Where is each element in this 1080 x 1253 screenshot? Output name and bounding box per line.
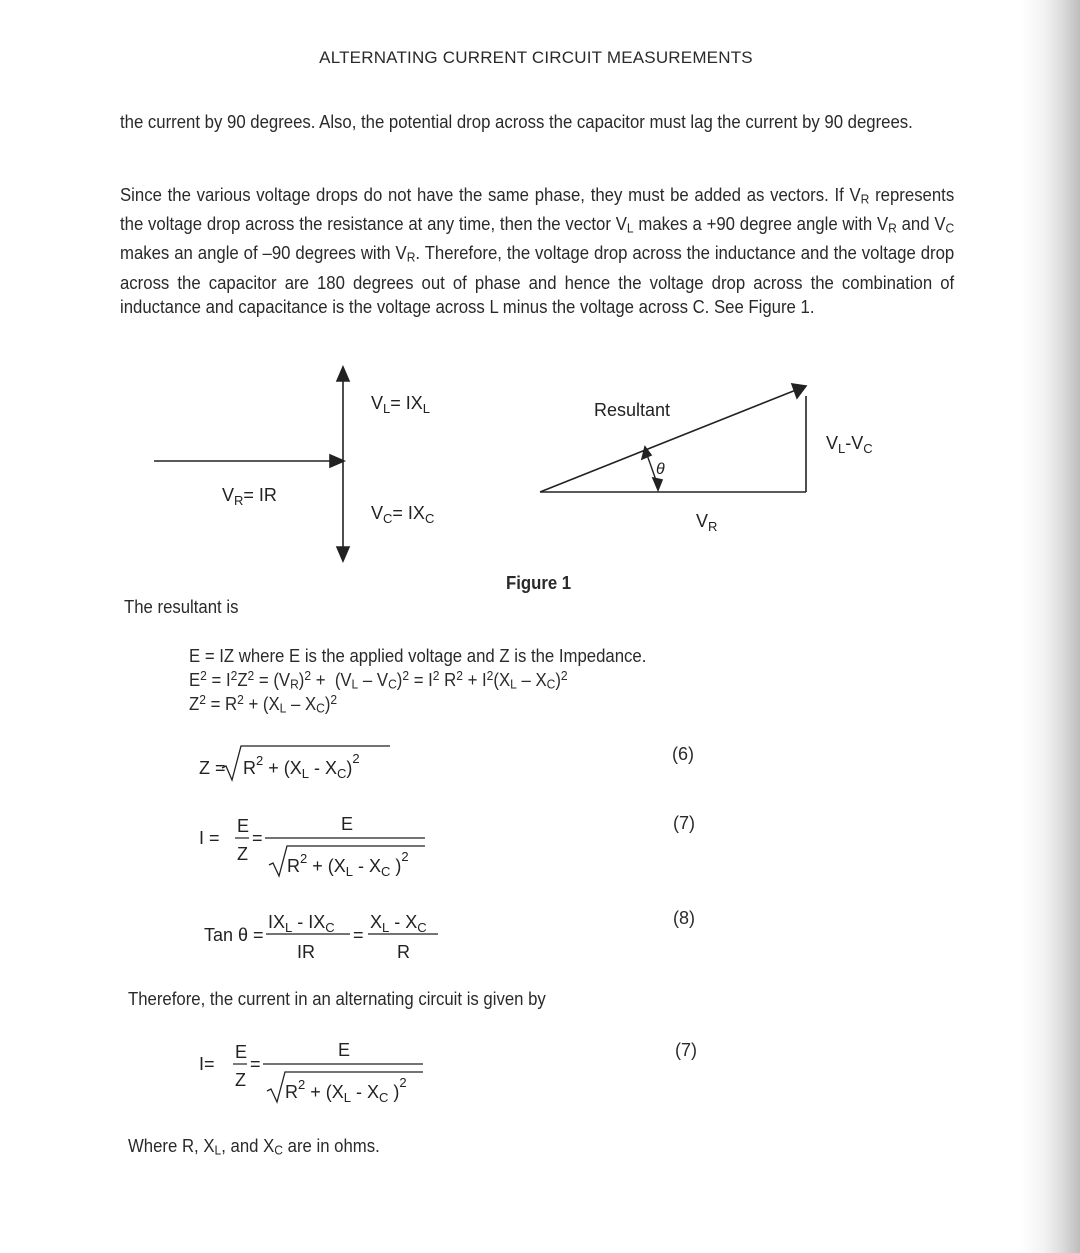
resultant-label: Resultant xyxy=(594,400,671,420)
page-header: ALTERNATING CURRENT CIRCUIT MEASUREMENTS xyxy=(319,48,753,67)
vl-minus-vc-label: $V_L-V_C$ xyxy=(826,433,873,456)
vc-label: $V_C= IX_C$ xyxy=(371,503,435,526)
svg-text:=: = xyxy=(252,828,263,848)
figure-caption: Figure 1 xyxy=(506,573,572,593)
closing-sentence: Where R, $X_L$, and $X_C$ are in ohms. xyxy=(128,1136,380,1158)
equation-8 xyxy=(200,902,450,967)
svg-text:Z =: Z = xyxy=(199,758,226,778)
equation-7 xyxy=(195,810,445,885)
svg-text:Z: Z xyxy=(237,844,248,864)
equation-7b-number: (7) xyxy=(675,1040,697,1060)
equation-6-number: (6) xyxy=(672,744,694,764)
vl-arrowhead xyxy=(337,367,349,381)
resultant-arrowhead xyxy=(792,384,806,398)
vc-arrowhead xyxy=(337,547,349,561)
svg-text:IXL - IXC: $IX_L - IX_C$ xyxy=(268,912,335,935)
svg-text:=: = xyxy=(250,1054,261,1074)
equation-7-repeat xyxy=(195,1036,445,1111)
svg-text:=: = xyxy=(353,925,364,945)
svg-text:R2 + (XL - XC )2: $R^2 + (X_L - X_C$ )$^2$ xyxy=(285,1075,407,1105)
equation-line-3: $Z^2 = R^2 + (X_L - X_C)^2$ xyxy=(189,692,338,716)
svg-text:E: E xyxy=(235,1042,248,1062)
svg-text:E: E xyxy=(237,816,250,836)
equation-6 xyxy=(190,738,390,788)
theta-arrow-down xyxy=(653,478,662,490)
resultant-intro: The resultant is xyxy=(124,597,239,617)
vr-arrowhead xyxy=(330,455,344,467)
svg-text:IR: IR xyxy=(297,942,315,962)
vr-ir-label: $V_R=$ IR xyxy=(222,485,277,508)
equation-line-1: E = IZ where E is the applied voltage and Z is the Impedance. xyxy=(189,646,647,666)
svg-text:R2 + (XL - XC)2: $R^2 + (X_L - X_C)^2$ xyxy=(243,751,360,781)
equation-line-2: $E^2 = I^2Z^2 = (V_R)^2 + (V_L - V_C)^2 = I^2$ $R^2 + I^2(X_L - X_C)^2$ xyxy=(189,668,568,692)
paragraph-2: Since the various voltage drops do not have the same phase, they must be added as vectors. If $V_R$ represents the voltage drop across the resistance at any time, then the vector $V_L$ makes a +90 degree angle with $V_R$ and $V_C$ makes an angle of –90 degrees with $V_R$. Therefore, the voltage drop across the inductance and the voltage drop across the capacitor are 180 degrees out of phase and hence the voltage drop across the combination of inductance and capacitance is the voltage across L minus the voltage across C. See Figure 1. xyxy=(120,185,955,318)
svg-text:R2 + (XL - XC )2: $R^2 + (X_L - X_C$ )$^2$ xyxy=(287,849,409,879)
svg-text:E: E xyxy=(338,1040,351,1060)
therefore-text: Therefore, the current in an alternating circuit is given by xyxy=(128,989,546,1009)
equation-8-number: (8) xyxy=(673,908,695,928)
svg-text:I =: I = xyxy=(199,828,220,848)
vr-label: $V_R$ xyxy=(696,511,718,534)
paragraph-1: the current by 90 degrees. Also, the potential drop across the capacitor must lag the current by 90 degrees. xyxy=(120,112,913,132)
svg-text:Tan θ =: Tan θ = xyxy=(204,925,264,945)
equation-7-number: (7) xyxy=(673,813,695,833)
svg-text:E: E xyxy=(341,814,354,834)
svg-text:XL - XC: $X_L - X_C$ xyxy=(370,912,427,935)
vl-label: $V_L= IX_L$ xyxy=(371,393,431,416)
theta-label: θ xyxy=(656,461,665,478)
svg-text:I=: I= xyxy=(199,1054,215,1074)
svg-text:R: R xyxy=(397,942,410,962)
svg-text:Z: Z xyxy=(235,1070,246,1090)
